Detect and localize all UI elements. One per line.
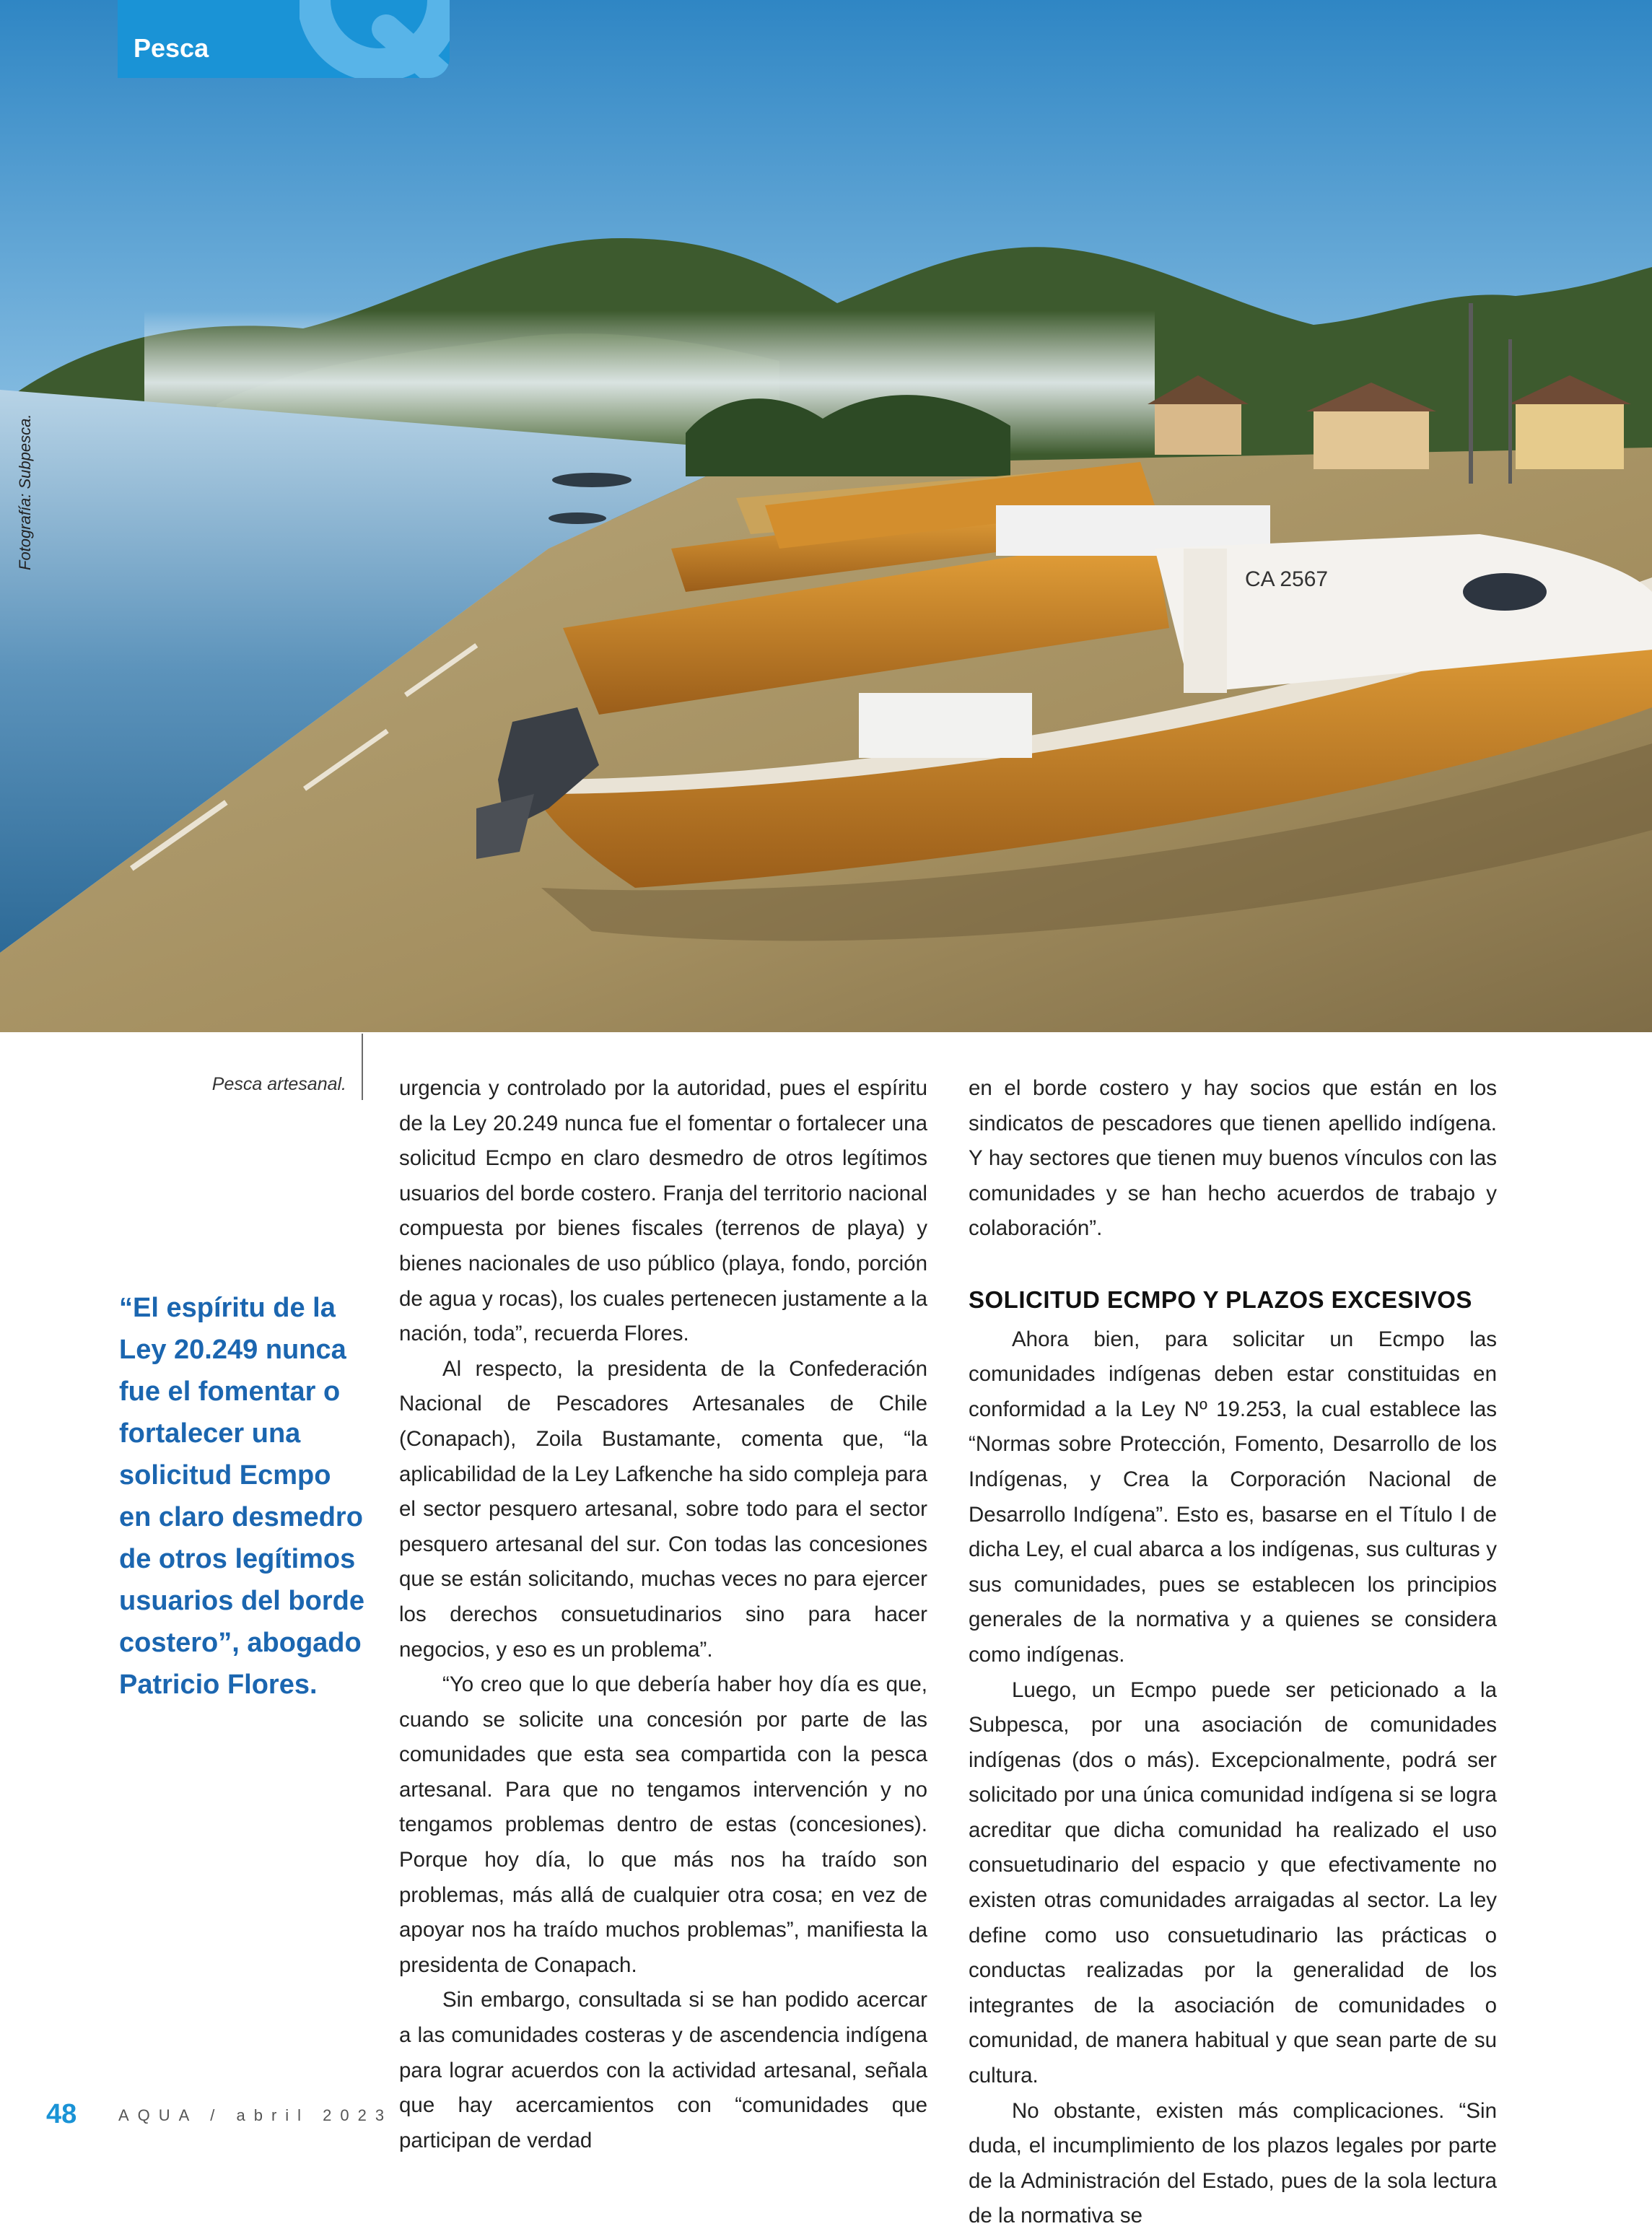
q-logo-icon [300, 0, 450, 78]
pull-quote: “El espíritu de la Ley 20.249 nunca fue el fomentar o fortalecer una solicitud Ecmpo en claro desmedro de otros legítimos usuarios del borde costero”, abogado Patricio Flores. [119, 1293, 364, 1700]
paragraph: Ahora bien, para solicitar un Ecmpo las comunidades indígenas deben estar constituidas en conformidad a la Ley Nº 19.253, la cual establece las “Normas sobre Protección, Fomento, Desarrollo de los Indígenas, y Crea la Corporación Nacional de Desarrollo Indígena”. Esto es, basarse en el Título I de dicha Ley, el cual abarca a los indígenas, sus culturas y sus comunidades, pues se establecen los principios generales de la normativa y a quienes se considera como indígenas. [969, 1327, 1497, 1667]
boat-marking: CA 2567 [1245, 567, 1329, 591]
article-column-2 [399, 1071, 927, 2158]
paragraph: Luego, un Ecmpo puede ser peticionado a la Subpesca, por una asociación de comunidades indígenas (dos o más). Excepcionalmente, podrá ser solicitado por una única comunidad indígena si se logra acreditar que dicha comunidad ha realizado el uso consuetudinario del espacio y que efectivamente no existen otras comunidades arraigadas al sector. La ley define como uso consuetudinario las prácticas o conductas realizadas por la generalidad de los integrantes de la asociación de comunidades o comunidad, de manera habitual y que sean parte de su cultura. [969, 1677, 1497, 2088]
paragraph: en el borde costero y hay socios que están en los sindicatos de pescadores que tienen apellido indígena. Y hay sectores que tienen muy buenos vínculos con las comunidades y se han hecho acuerdos de trabajo y colaboración”. [969, 1076, 1497, 1241]
paragraph: “Yo creo que lo que debería haber hoy día es que, cuando se solicite una concesión por parte de las comunidades que esta sea compartida con la pesca artesanal. Para que no tengamos intervención y no tengamos problemas dentro de estas (concesiones). Porque hoy día, lo que más nos ha traído son problemas, más allá de cualquier otra cosa; en vez de apoyar nos ha traído muchos problemas”, manifiesta la presidenta de Conapach. [399, 1672, 927, 1977]
paragraph: urgencia y controlado por la autoridad, pues el espíritu de la Ley 20.249 nunca fue el fomentar o fortalecer una solicitud Ecmpo en claro desmedro de otros legítimos usuarios del borde costero. Franja del territorio nacional compuesta por bienes fiscales (terrenos de playa) y bienes nacionales de uso público (playa, fondo, porción de agua y rocas), los cuales pertenecen justamente a la nación, toda”, recuerda Flores. [399, 1076, 927, 1346]
photo-credit: Fotografía: Subpesca. [16, 414, 34, 570]
paragraph: Sin embargo, consultada si se han podido acercar a las comunidades costeras y de ascendencia indígena para lograr acuerdos con la actividad artesanal, señala que hay acercamientos con “comunidades que participan de verdad [399, 1988, 927, 2152]
caption-divider [362, 1034, 363, 1100]
section-tab [118, 0, 450, 78]
hero-photo [0, 0, 1652, 1032]
paragraph: Al respecto, la presidenta de la Confederación Nacional de Pescadores Artesanales de Chile (Conapach), Zoila Bustamante, comenta que, “la aplicabilidad de la Ley Lafkenche ha sido compleja para el sector pesquero artesanal, sobre todo para el sector pesquero artesanal del sur. Con todas las concesiones que se están solicitando, muchas veces no para ejercer los derechos consuetudinarios sino para hacer negocios, y eso es un problema”. [399, 1356, 927, 1662]
page-number: 48 [46, 2099, 77, 2129]
article-column-3 [969, 1071, 1497, 2234]
paragraph: No obstante, existen más complicaciones. “Sin duda, el incumplimiento de los plazos legales por parte de la Administración del Estado, pues de la sola lectura de la normativa se [969, 2098, 1497, 2228]
publication-name: AQUA / abril 2023 [118, 2106, 393, 2124]
section-label: Pesca [134, 33, 209, 63]
section-heading: SOLICITUD ECMPO Y PLAZOS EXCESIVOS [969, 1286, 1472, 1313]
photo-caption: Pesca artesanal. [211, 1074, 346, 1094]
